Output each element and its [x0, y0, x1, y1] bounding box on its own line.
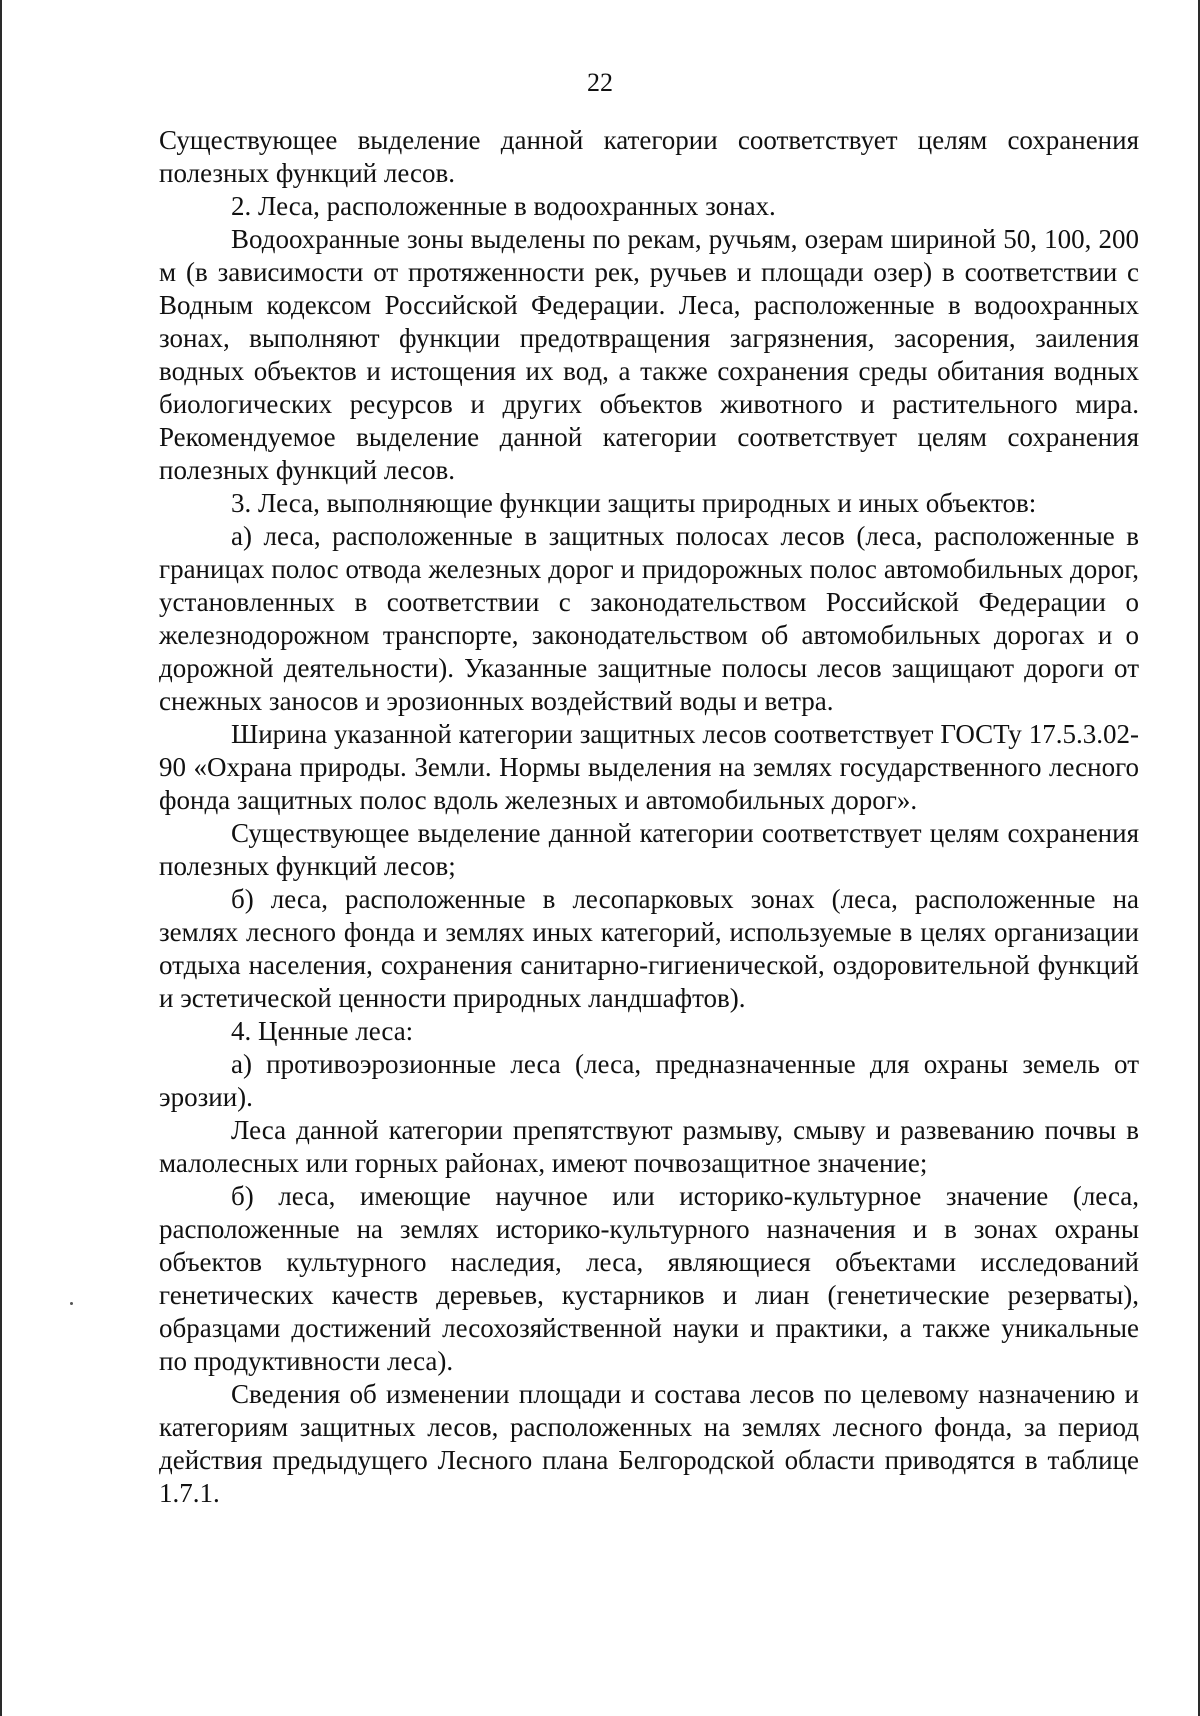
paragraph-forest-park-zones: б) леса, расположенные в лесопарковых зонах (леса, расположенные на землях лесного фонда и землях иных категорий, используемые в целях организации отдыха населения, сохранения санитарно-гигиенической, оздоровительной функций и эстетической ценности природных ландшафтов).: [159, 884, 1139, 1013]
paragraph-table-reference: Сведения об изменении площади и состава лесов по целевому назначению и категориям защитных лесов, расположенных на землях лесного фонда, за период действия предыдущего Лесного плана Белгородской области приводятся в таблице 1.7.1.: [159, 1379, 1139, 1508]
paragraph-anti-erosion-role: Леса данной категории препятствуют размыву, смыву и развеванию почвы в малолесных или горных районах, имеют почвозащитное значение;: [159, 1115, 1139, 1178]
paragraph-heading-water-protection: 2. Леса, расположенные в водоохранных зонах.: [231, 191, 776, 221]
scan-speck: [70, 1302, 73, 1305]
paragraph-existing-allocation: Существующее выделение данной категории соответствует целям сохранения полезных функций лесов;: [159, 818, 1139, 881]
paragraph-heading-protective-forests: 3. Леса, выполняющие функции защиты природных и иных объектов:: [231, 488, 1037, 518]
paragraph-continuation: Существующее выделение данной категории соответствует целям сохранения полезных функций лесов.: [159, 125, 1139, 188]
paragraph-anti-erosion-forests: а) противоэрозионные леса (леса, предназначенные для охраны земель от эрозии).: [159, 1049, 1139, 1112]
paragraph-heading-valuable-forests: 4. Ценные леса:: [231, 1016, 414, 1046]
document-body: [159, 124, 1139, 1510]
paragraph-gost-width: Ширина указанной категории защитных лесов соответствует ГОСТу 17.5.3.02-90 «Охрана природы. Земли. Нормы выделения на землях государственного лесного фонда защитных полос вдоль железных и автомобильных дорог».: [159, 719, 1139, 815]
page-number: 22: [587, 68, 613, 97]
paragraph-protective-strips: а) леса, расположенные в защитных полосах лесов (леса, расположенные в границах полос отвода железных дорог и придорожных полос автомобильных дорог, установленных в соответствии с законодательством Российской Федерации о железнодорожном транспорте, законодательством об автомобильных дорогах и о дорожной деятельности). Указанные защитные полосы лесов защищают дороги от снежных заносов и эрозионных воздействий воды и ветра.: [159, 521, 1139, 716]
paragraph-scientific-forests: б) леса, имеющие научное или историко-культурное значение (леса, расположенные на землях историко-культурного назначения и в зонах охраны объектов культурного наследия, леса, являющиеся объектами исследований генетических качеств деревьев, кустарников и лиан (генетические резерваты), образцами достижений лесохозяйственной науки и практики, а также уникальные по продуктивности леса).: [159, 1181, 1139, 1376]
scan-edge-left: [0, 0, 2, 1716]
paragraph-water-protection-zones: Водоохранные зоны выделены по рекам, ручьям, озерам шириной 50, 100, 200 м (в зависимости от протяженности рек, ручьев и площади озер) в соответствии с Водным кодексом Российской Федерации. Леса, расположенные в водоохранных зонах, выполняют функции предотвращения загрязнения, засорения, заиления водных объектов и истощения их вод, а также сохранения среды обитания водных биологических ресурсов и других объектов животного и растительного мира. Рекомендуемое выделение данной категории соответствует целям сохранения полезных функций лесов.: [159, 224, 1139, 485]
